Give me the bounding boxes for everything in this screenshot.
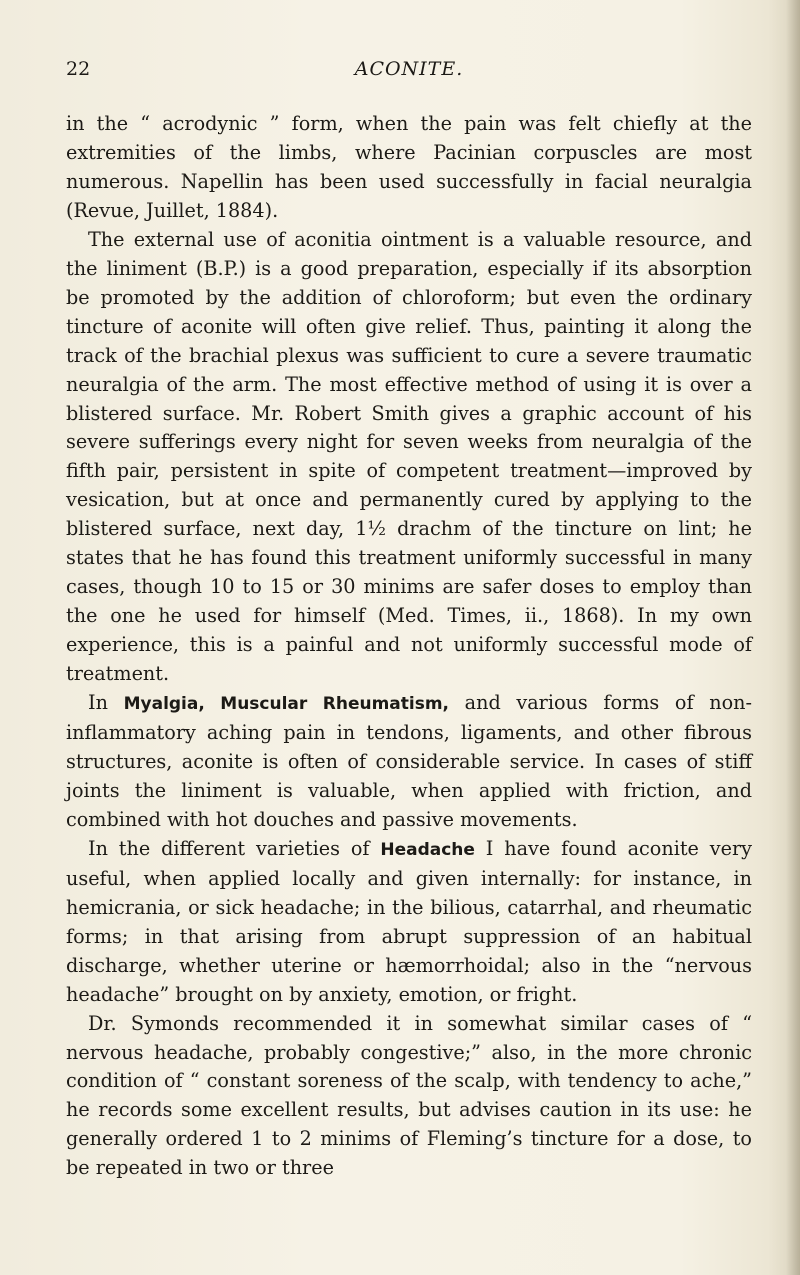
body-text	[66, 110, 752, 1183]
paragraph-2-text-after: drachm of the tincture on lint; he states that he has found this treatment uniformly successful in many cases, though 10 to 15 or 30 minims are safer doses to employ than the one he used for himself (Med. Times, ii., 1868). In my own experience, this is a painful and not uniformly successful mode of treatment.	[66, 517, 752, 686]
paragraph-3	[66, 689, 752, 835]
running-title: ACONITE.	[354, 58, 464, 80]
dose-fraction: 1½	[355, 517, 386, 541]
paragraph-2	[66, 226, 752, 689]
paragraph-4	[66, 835, 752, 1010]
paragraph-2-text: The external use of aconitia ointment is a valuable resource, and the liniment (B.P.) is a good preparation, especially if its absorption be promoted by the addition of chloroform; but even the ordinary tincture of aconite will often give relief. Thus, painting it along the track of the brachial plexus was sufficient to cure a severe traumatic neuralgia of the arm. The most effective method of using it is over a blistered surface. Mr. Robert Smith gives a graphic account of his severe sufferings every night for seven weeks from neuralgia of the fifth pair, persistent in spite of competent treatment—improved by vesication, but at once and permanently cured by applying to the blistered surface, next day,	[66, 227, 752, 541]
paragraph-3-lead: In	[88, 691, 124, 715]
paragraph-1-text: in the “ acrodynic ” form, when the pain was felt chiefly at the extremities of the limbs, where Pacinian corpuscles are most numerous. Napellin has been used successfully in facial neuralgia (Revue, Juillet, 1884).	[66, 112, 752, 222]
page-edge-shadow	[786, 0, 800, 1275]
paragraph-5	[66, 1010, 752, 1184]
topic-heading-headache: Headache	[380, 839, 475, 860]
paragraph-4-lead: In the different varieties of	[88, 836, 381, 860]
paragraph-4-text: I have found aconite very useful, when applied locally and given internally: for instance, in hemicrania, or sick headache; in the bilious, catarrhal, and rheumatic forms; in that arising from abrupt suppression of an habitual discharge, whether uterine or hæmorrhoidal; also in the “nervous headache” brought on by anxiety, emotion, or fright.	[66, 836, 752, 1006]
topic-heading-myalgia: Myalgia, Muscular Rheumatism,	[123, 694, 450, 715]
paragraph-5-text: Dr. Symonds recommended it in somewhat similar cases of “ nervous headache, probably congestive;” also, in the more chronic condition of “ constant soreness of the scalp, with tendency to ache,” he records some excellent results, but advises caution in its use: he generally ordered 1 to 2 minims of Fleming’s tincture for a dose, to be repeated in two or three	[66, 1011, 752, 1180]
page-header	[66, 58, 752, 88]
paragraph-3-text: and various forms of non-inflammatory aching pain in tendons, ligaments, and other fibrous structures, aconite is often of considerable service. In cases of stiff joints the liniment is valuable, when applied with friction, and combined with hot douches and passive movements.	[66, 691, 752, 831]
page-number: 22	[66, 58, 91, 80]
paragraph-1	[66, 110, 752, 226]
